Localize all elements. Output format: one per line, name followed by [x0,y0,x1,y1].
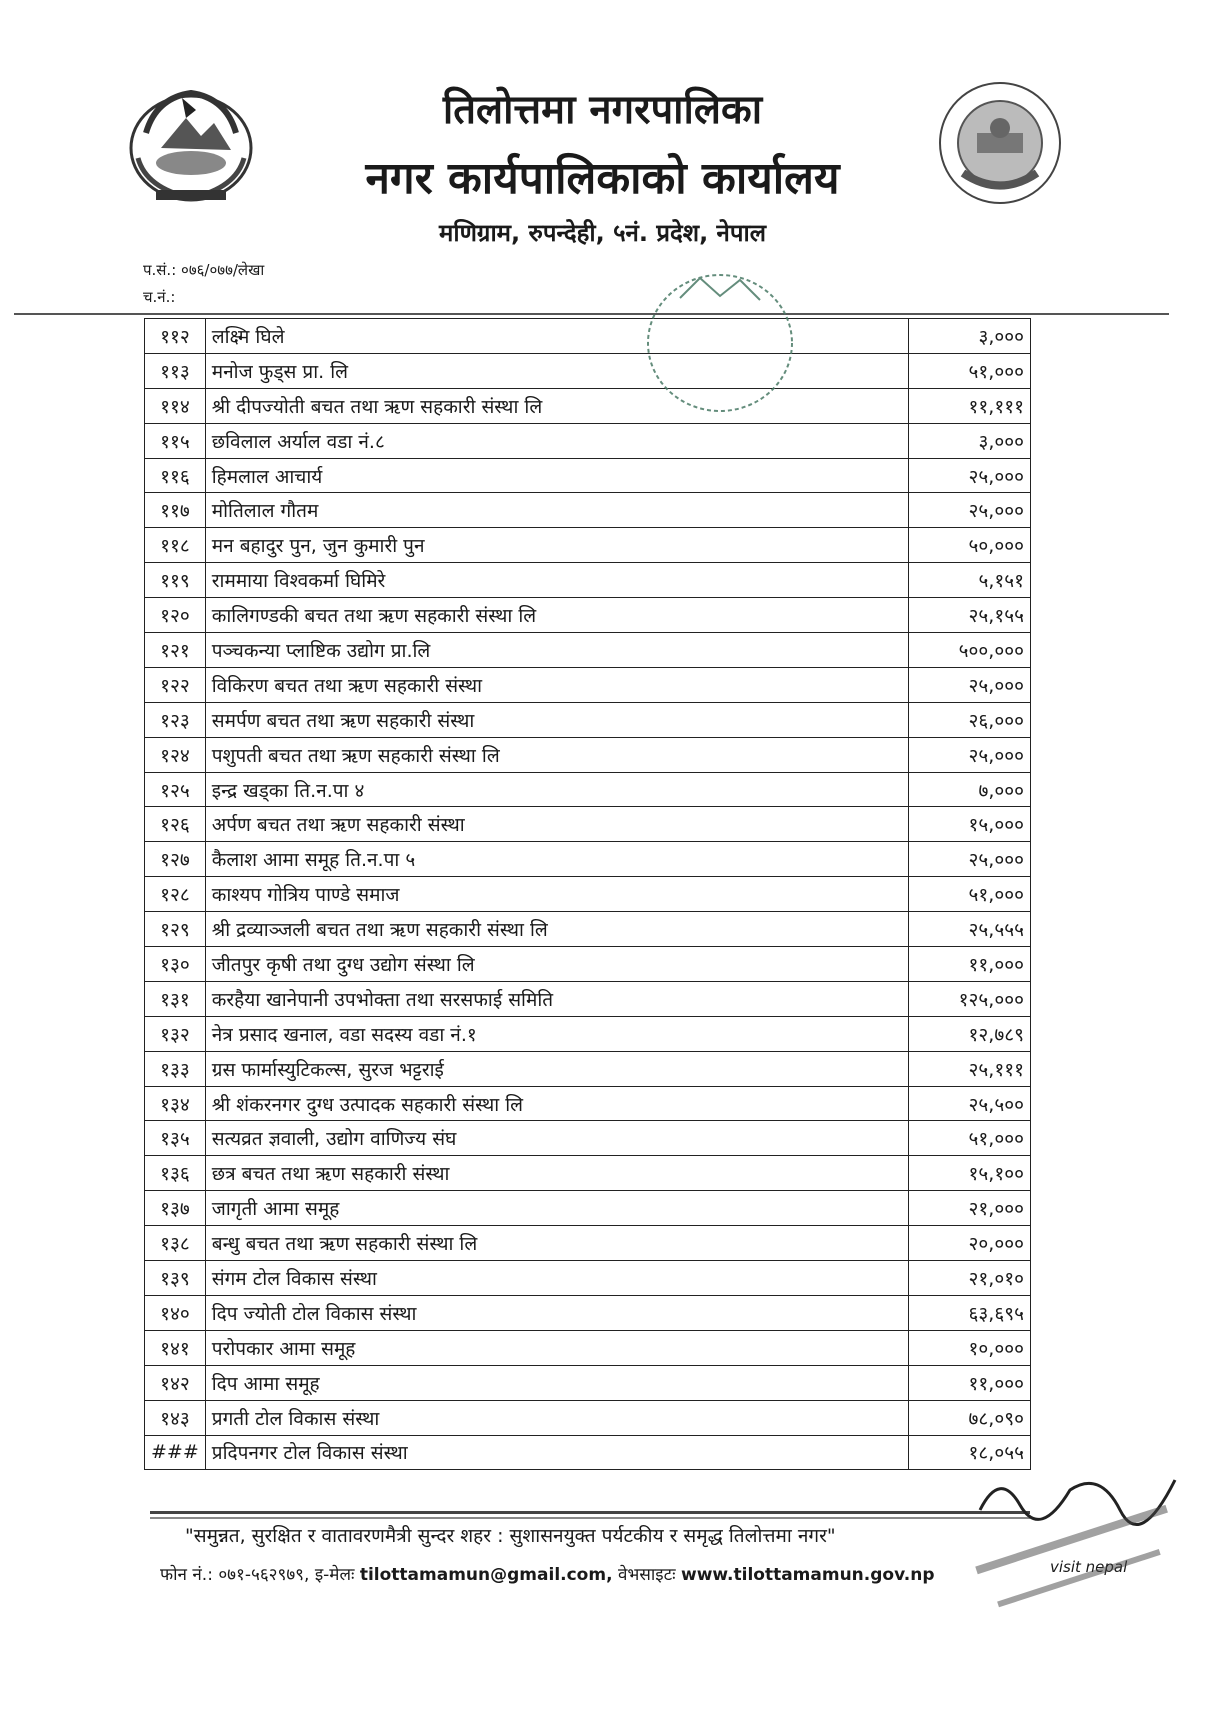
row-serial-number: १२६ [145,807,206,842]
row-amount: १२,७८९ [909,1016,1031,1051]
row-amount: १२५,००० [909,981,1031,1016]
table-row [145,528,1031,563]
row-name: दिप ज्योती टोल विकास संस्था [205,1295,909,1330]
row-name: बन्धु बचत तथा ऋण सहकारी संस्था लि [205,1226,909,1261]
table-row [145,807,1031,842]
table-row [145,981,1031,1016]
row-serial-number: १४३ [145,1400,206,1435]
row-name: इन्द्र खड्का ति.न.पा ४ [205,772,909,807]
row-serial-number: ११४ [145,388,206,423]
row-amount: १०,००० [909,1330,1031,1365]
row-serial-number: १२७ [145,842,206,877]
row-amount: २५,५०० [909,1086,1031,1121]
row-name: प्रदिपनगर टोल विकास संस्था [205,1435,909,1470]
row-name: सत्यव्रत ज्ञवाली, उद्योग वाणिज्य संघ [205,1121,909,1156]
row-serial-number: १३५ [145,1121,206,1156]
row-serial-number: १४१ [145,1330,206,1365]
row-amount: ६३,६९५ [909,1295,1031,1330]
table-row [145,1016,1031,1051]
row-serial-number: १४० [145,1295,206,1330]
table-row [145,1086,1031,1121]
table-row [145,737,1031,772]
row-amount: १५,१०० [909,1156,1031,1191]
row-name: अर्पण बचत तथा ऋण सहकारी संस्था [205,807,909,842]
row-serial-number: १३४ [145,1086,206,1121]
footer-divider-thin [150,1517,1030,1519]
visit-nepal-logo: visit nepal [1050,1558,1128,1576]
office-address: मणिग्राम, रुपन्देही, ५नं. प्रदेश, नेपाल [439,219,766,247]
row-name: राममाया विश्वकर्मा घिमिरे [205,563,909,598]
row-serial-number: १३९ [145,1261,206,1296]
table-row [145,319,1031,354]
row-name: कैलाश आमा समूह ति.न.पा ५ [205,842,909,877]
row-name: मोतिलाल गौतम [205,493,909,528]
row-serial-number: १३६ [145,1156,206,1191]
row-amount: १८,०५५ [909,1435,1031,1470]
row-name: छत्र बचत तथा ऋण सहकारी संस्था [205,1156,909,1191]
email-address[interactable]: tilottamamun@gmail.com, [359,1565,613,1585]
row-serial-number: ११८ [145,528,206,563]
row-serial-number: १२८ [145,877,206,912]
table-row [145,458,1031,493]
row-amount: २५,००० [909,737,1031,772]
row-amount: ११,००० [909,1365,1031,1400]
row-amount: २१,००० [909,1191,1031,1226]
table-row [145,1295,1031,1330]
row-name: संगम टोल विकास संस्था [205,1261,909,1296]
table-row [145,912,1031,947]
row-serial-number: १३७ [145,1191,206,1226]
row-amount: ११,००० [909,947,1031,982]
table-row [145,353,1031,388]
row-name: करहैया खानेपानी उपभोक्ता तथा सरसफाई समिति [205,981,909,1016]
row-serial-number: ११५ [145,423,206,458]
header-divider [14,313,1169,315]
row-amount: २५,००० [909,458,1031,493]
table-row [145,1330,1031,1365]
row-name: पञ्चकन्या प्लाष्टिक उद्योग प्रा.लि [205,633,909,668]
table-row [145,1191,1031,1226]
table-row [145,842,1031,877]
row-serial-number: ११३ [145,353,206,388]
row-serial-number: १२९ [145,912,206,947]
row-name: जीतपुर कृषी तथा दुग्ध उद्योग संस्था लि [205,947,909,982]
row-name: जागृती आमा समूह [205,1191,909,1226]
table-row [145,493,1031,528]
table-row [145,1261,1031,1296]
table-row [145,1226,1031,1261]
row-amount: ५१,००० [909,1121,1031,1156]
table-row [145,598,1031,633]
row-amount: २५,१११ [909,1051,1031,1086]
table-row [145,388,1031,423]
row-amount: ३,००० [909,423,1031,458]
row-amount: २५,००० [909,842,1031,877]
table-row [145,1435,1031,1470]
table-row [145,702,1031,737]
municipal-slogan: "समुन्नत, सुरक्षित र वातावरणमैत्री सुन्दर शहर : सुशासनयुक्त पर्यटकीय र समृद्ध तिलोत्तमा नगर" [185,1525,836,1547]
row-name: दिप आमा समूह [205,1365,909,1400]
table-row [145,667,1031,702]
row-serial-number: ११२ [145,319,206,354]
row-name: मनोज फुड्स प्रा. लि [205,353,909,388]
row-amount: २५,१५५ [909,598,1031,633]
row-name: कालिगण्डकी बचत तथा ऋण सहकारी संस्था लि [205,598,909,633]
row-serial-number: ११७ [145,493,206,528]
row-amount: २५,५५५ [909,912,1031,947]
row-amount: ३,००० [909,319,1031,354]
row-serial-number: १२० [145,598,206,633]
office-name: नगर कार्यपालिकाको कार्यालय [365,153,840,204]
row-name: पशुपती बचत तथा ऋण सहकारी संस्था लि [205,737,909,772]
footer-divider [150,1511,1030,1514]
row-amount: २१,०१० [909,1261,1031,1296]
row-name: श्री शंकरनगर दुग्ध उत्पादक सहकारी संस्था लि [205,1086,909,1121]
table-row [145,877,1031,912]
table-row [145,1156,1031,1191]
row-amount: ५,१५१ [909,563,1031,598]
row-serial-number: १३३ [145,1051,206,1086]
contact-line [160,1562,935,1585]
phone-number: फोन नं.: ०७१-५६२९७९, [160,1565,310,1585]
row-name: छविलाल अर्याल वडा नं.८ [205,423,909,458]
row-serial-number: १२५ [145,772,206,807]
row-serial-number: १३० [145,947,206,982]
row-serial-number: १२३ [145,702,206,737]
row-name: काश्यप गोत्रिय पाण्डे समाज [205,877,909,912]
table-row [145,1400,1031,1435]
table-row [145,563,1031,598]
row-serial-number: १४२ [145,1365,206,1400]
office-stamp-icon [640,268,800,418]
table-row [145,633,1031,668]
row-serial-number: ### [145,1435,206,1470]
table-row [145,947,1031,982]
row-amount: ५१,००० [909,353,1031,388]
row-amount: २५,००० [909,493,1031,528]
row-name: परोपकार आमा समूह [205,1330,909,1365]
row-name: श्री द्रव्याञ्जली बचत तथा ऋण सहकारी संस्था लि [205,912,909,947]
row-serial-number: १२४ [145,737,206,772]
row-name: लक्ष्मि घिले [205,319,909,354]
row-amount: ७,००० [909,772,1031,807]
row-name: समर्पण बचत तथा ऋण सहकारी संस्था [205,702,909,737]
row-amount: २५,००० [909,667,1031,702]
row-name: नेत्र प्रसाद खनाल, वडा सदस्य वडा नं.१ [205,1016,909,1051]
row-serial-number: १२१ [145,633,206,668]
table-row [145,1365,1031,1400]
row-name: विकिरण बचत तथा ऋण सहकारी संस्था [205,667,909,702]
table-row [145,1051,1031,1086]
row-amount: ७८,०९० [909,1400,1031,1435]
donor-table [144,318,1031,1470]
row-serial-number: १३१ [145,981,206,1016]
row-amount: ५१,००० [909,877,1031,912]
dispatch-number: च.नं.: [143,288,176,306]
org-name: तिलोत्तमा नगरपालिका [442,87,763,133]
row-name: हिमलाल आचार्य [205,458,909,493]
website-link[interactable]: www.tilottamamun.gov.np [681,1565,935,1585]
row-name: मन बहादुर पुन, जुन कुमारी पुन [205,528,909,563]
table-row [145,1121,1031,1156]
row-amount: १५,००० [909,807,1031,842]
email-label: इ-मेलः [314,1565,355,1585]
row-amount: ५००,००० [909,633,1031,668]
row-amount: २०,००० [909,1226,1031,1261]
signature-stamp-icon [960,1450,1190,1620]
table-row [145,423,1031,458]
row-amount: ११,१११ [909,388,1031,423]
row-serial-number: १३२ [145,1016,206,1051]
website-label: वेभसाइटः [617,1565,676,1585]
row-amount: २६,००० [909,702,1031,737]
row-serial-number: ११९ [145,563,206,598]
row-name: ग्रस फार्मास्युटिकल्स, सुरज भट्टराई [205,1051,909,1086]
reference-number: प.सं.: ०७६/०७७/लेखा [143,261,265,279]
row-serial-number: १२२ [145,667,206,702]
row-name: प्रगती टोल विकास संस्था [205,1400,909,1435]
row-amount: ५०,००० [909,528,1031,563]
table-row [145,772,1031,807]
row-name: श्री दीपज्योती बचत तथा ऋण सहकारी संस्था लि [205,388,909,423]
row-serial-number: १३८ [145,1226,206,1261]
row-serial-number: ११६ [145,458,206,493]
